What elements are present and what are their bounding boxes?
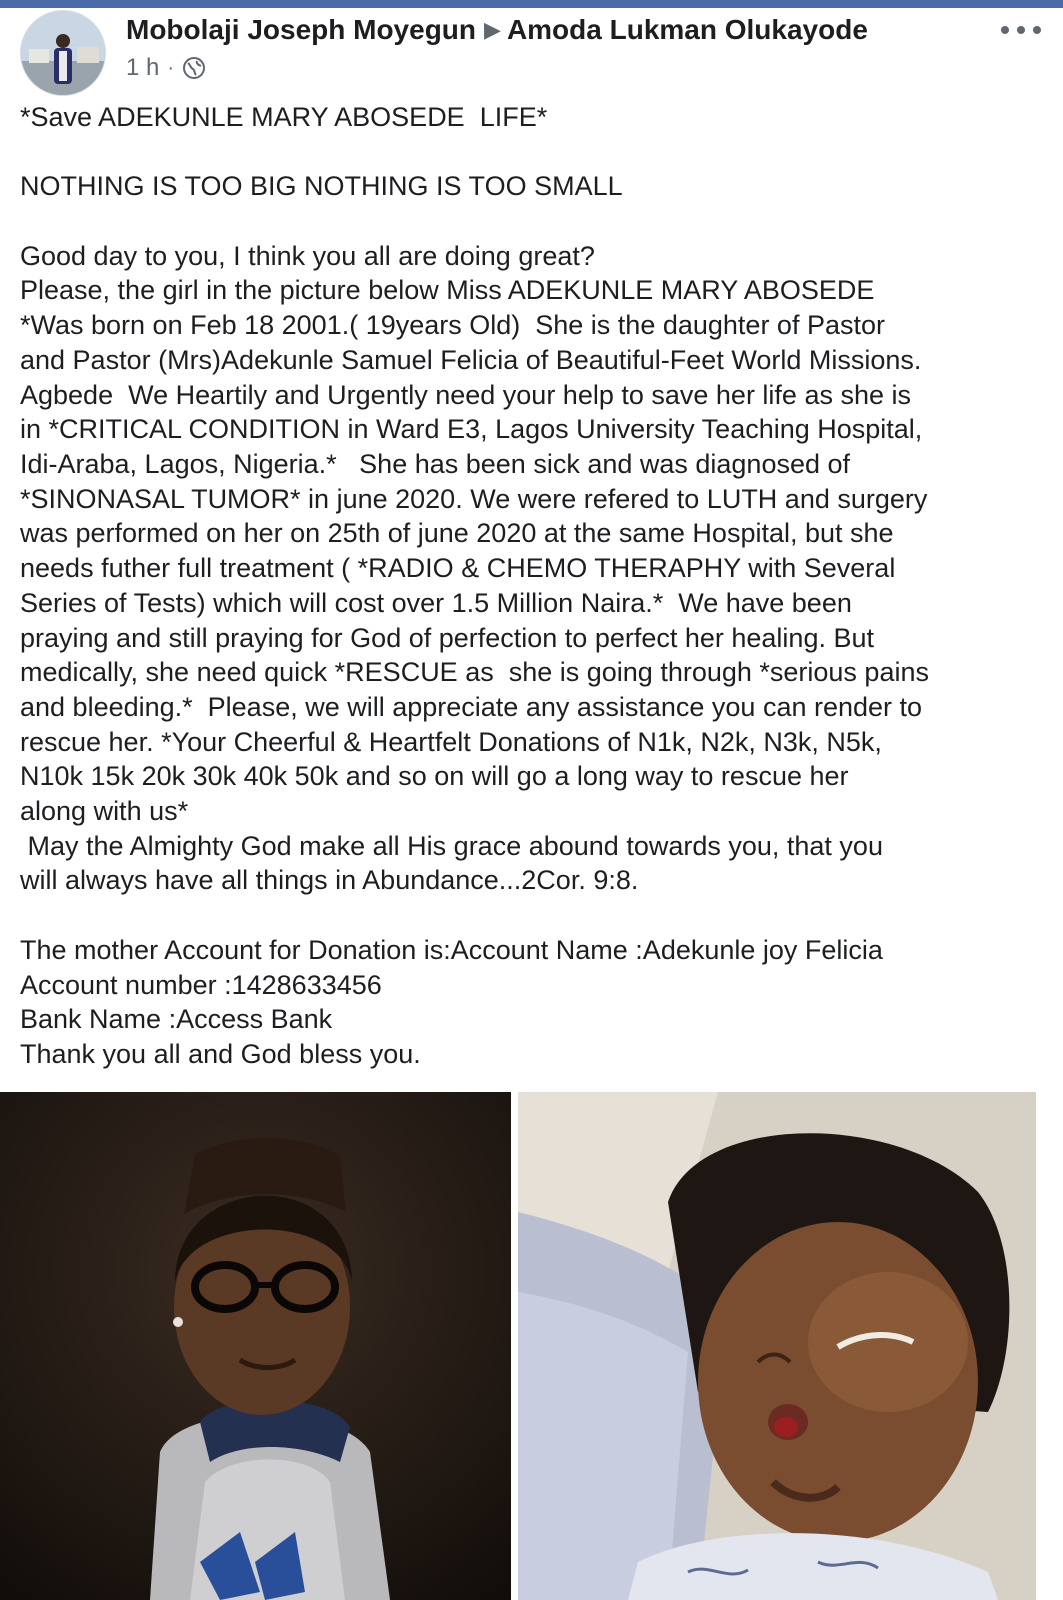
paragraph-gap xyxy=(20,898,1030,933)
recipient-name[interactable]: Amoda Lukman Olukayode xyxy=(506,14,868,45)
post-line: praying and still praying for God of perfection to perfect her healing. But xyxy=(20,622,874,653)
top-strip xyxy=(0,0,1063,8)
post-line: Bank Name :Access Bank xyxy=(20,1004,333,1035)
avatar-image xyxy=(21,11,105,95)
post-line: in *CRITICAL CONDITION in Ward E3, Lagos University Teaching Hospital, xyxy=(20,414,923,445)
post-line: *SINONASAL TUMOR* in june 2020. We were refered to LUTH and surgery xyxy=(20,483,928,514)
avatar[interactable] xyxy=(20,10,106,96)
post-line: *Save ADEKUNLE MARY ABOSEDE LIFE* xyxy=(20,102,548,132)
post-line: Idi-Araba, Lagos, Nigeria.* She has been sick and was diagnosed of xyxy=(20,449,851,479)
arrow-right-icon: ▶ xyxy=(484,17,501,42)
more-options-icon[interactable] xyxy=(1001,18,1041,42)
photo-girl-in-glasses[interactable] xyxy=(0,1092,511,1600)
post-line: rescue her. *Your Cheerful & Heartfelt Donations of N1k, N2k, N3k, N5k, xyxy=(20,726,882,757)
photo-grid xyxy=(0,1092,1063,1600)
paragraph-gap xyxy=(20,135,1030,170)
post-header xyxy=(0,8,1063,94)
post-line: medically, she need quick *RESCUE as she is going through *serious pains xyxy=(20,657,929,688)
globe-icon xyxy=(182,56,206,80)
post-meta xyxy=(126,54,206,82)
post-title xyxy=(126,14,868,46)
post-line: Thank you all and God bless you. xyxy=(20,1038,421,1069)
post-line: Agbede We Heartily and Urgently need your help to save her life as she is xyxy=(20,379,911,410)
meta-separator: · xyxy=(167,56,175,79)
post-line: Good day to you, I think you all are doing great? xyxy=(20,240,595,271)
post-line: Account number :1428633456 xyxy=(20,969,382,1000)
post-line: along with us* xyxy=(20,796,189,827)
more-dot xyxy=(1017,26,1025,34)
post-line: and Pastor (Mrs)Adekunle Samuel Felicia of Beautiful-Feet World Missions. xyxy=(20,344,922,375)
post-line: Series of Tests) which will cost over 1.5 Million Naira.* We have been xyxy=(20,587,852,618)
post-line: *Was born on Feb 18 2001.( 19years Old) She is the daughter of Pastor xyxy=(20,310,885,341)
post-line: Please, the girl in the picture below Miss ADEKUNLE MARY ABOSEDE xyxy=(20,275,875,306)
post-text xyxy=(20,100,1030,1072)
timestamp[interactable]: 1 h xyxy=(126,54,160,81)
post-line: The mother Account for Donation is:Account Name :Adekunle joy Felicia xyxy=(20,934,883,965)
post-line: will always have all things in Abundance...2Cor. 9:8. xyxy=(20,865,639,896)
paragraph-gap xyxy=(20,204,1030,239)
post-line: NOTHING IS TOO BIG NOTHING IS TOO SMALL xyxy=(20,171,623,202)
more-dot xyxy=(1001,26,1009,34)
post-line: and bleeding.* Please, we will appreciate any assistance you can render to xyxy=(20,691,923,722)
post-line: May the Almighty God make all His grace abound towards you, that you xyxy=(20,830,883,861)
post-line: needs futher full treatment ( *RADIO & CHEMO THERAPHY with Several xyxy=(20,553,896,584)
more-dot xyxy=(1033,26,1041,34)
photo-girl-in-hospital[interactable] xyxy=(518,1092,1036,1600)
post-line: N10k 15k 20k 30k 40k 50k and so on will go a long way to rescue her xyxy=(20,761,849,792)
author-name[interactable]: Mobolaji Joseph Moyegun xyxy=(126,14,477,45)
post-line: was performed on her on 25th of june 2020 at the same Hospital, but she xyxy=(20,518,894,549)
